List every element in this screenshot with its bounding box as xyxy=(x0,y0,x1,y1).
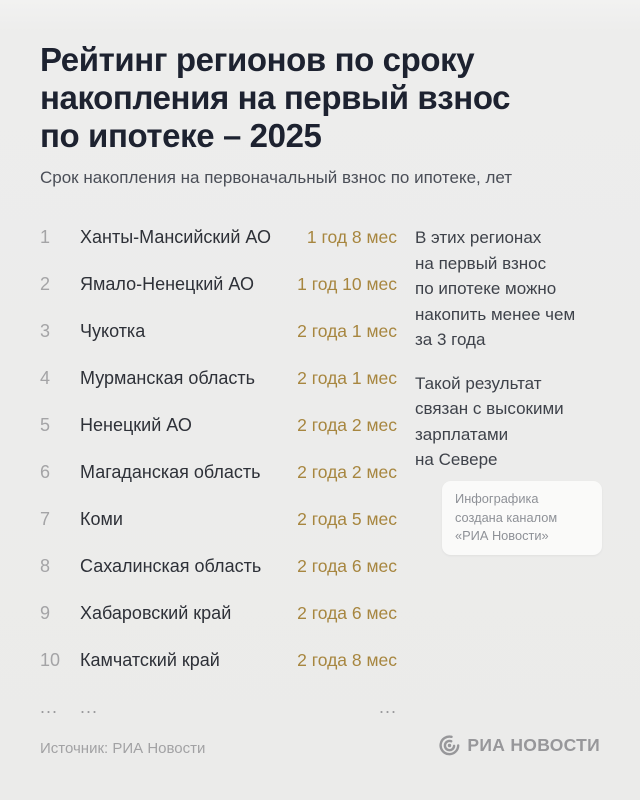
rank-cell: 3 xyxy=(40,321,51,341)
term-cell: 2 года 6 мес xyxy=(297,603,397,623)
rank-cell: 2 xyxy=(40,274,51,294)
annotation-line: накопить менее чем xyxy=(415,304,576,324)
annotation-line: на первый взнос xyxy=(415,253,547,273)
rank-cell: 10 xyxy=(40,650,61,670)
annotation-line: В этих регионах xyxy=(415,228,542,247)
page-title-line: Рейтинг регионов по сроку xyxy=(40,41,475,78)
source-note: Источник: РИА Новости xyxy=(40,740,206,757)
annotation-line: за 3 года xyxy=(415,330,486,349)
region-cell: Коми xyxy=(80,509,123,529)
ria-globe-icon xyxy=(439,735,460,756)
term-cell: 2 года 1 мес xyxy=(297,321,397,341)
page-title xyxy=(40,41,602,155)
annotation-paragraph-1 xyxy=(415,225,630,353)
annotation-line: Такой результат xyxy=(415,373,542,393)
table-row-ellipsis xyxy=(40,695,397,742)
table-row xyxy=(40,272,397,319)
term-cell: 2 года 6 мес xyxy=(297,556,397,576)
region-cell: Сахалинская область xyxy=(80,556,262,576)
term-cell: 1 год 10 мес xyxy=(297,274,397,294)
table-row xyxy=(40,648,397,695)
page-subtitle: Срок накопления на первоначальный взнос по ипотеке, лет xyxy=(40,168,513,187)
rank-cell: 9 xyxy=(40,603,51,623)
region-cell: Чукотка xyxy=(80,321,146,341)
header xyxy=(40,41,602,187)
rank-cell: 7 xyxy=(40,509,51,529)
region-cell: Камчатский край xyxy=(80,650,220,670)
annotation-line: на Севере xyxy=(415,450,498,469)
term-cell: 2 года 8 мес xyxy=(297,650,397,670)
ria-logo xyxy=(439,735,600,756)
region-cell: ... xyxy=(80,697,99,717)
rank-cell: 6 xyxy=(40,462,51,482)
table-row xyxy=(40,601,397,648)
annotation-line: зарплатами xyxy=(415,424,509,444)
term-cell: ... xyxy=(378,697,397,717)
rank-cell: 4 xyxy=(40,368,51,388)
ranking-table xyxy=(40,225,397,742)
annotation-panel xyxy=(415,225,630,473)
term-cell: 2 года 2 мес xyxy=(297,415,397,435)
table-row xyxy=(40,507,397,554)
annotation-line: связан с высокими xyxy=(415,399,564,418)
term-cell: 2 года 2 мес xyxy=(297,462,397,482)
region-cell: Хабаровский край xyxy=(80,603,232,623)
annotation-paragraph-2 xyxy=(415,371,630,473)
page-title-line: по ипотеке – 2025 xyxy=(40,117,322,154)
table-row xyxy=(40,225,397,272)
callout-badge: Инфографика создана каналом «РИА Новости» xyxy=(442,481,602,555)
region-cell: Магаданская область xyxy=(80,462,261,482)
annotation-line: по ипотеке можно xyxy=(415,279,557,298)
term-cell: 1 год 8 мес xyxy=(306,227,397,247)
table-row xyxy=(40,366,397,413)
term-cell: 2 года 5 мес xyxy=(297,509,397,529)
region-cell: Мурманская область xyxy=(80,368,256,388)
table-row xyxy=(40,554,397,601)
rank-cell: ... xyxy=(40,697,59,717)
table-row xyxy=(40,319,397,366)
table-row xyxy=(40,460,397,507)
region-cell: Ханты-Мансийский АО xyxy=(80,227,271,247)
rank-cell: 5 xyxy=(40,415,51,435)
page-title-line: накопления на первый взнос xyxy=(40,79,511,116)
region-cell: Ненецкий АО xyxy=(80,415,192,435)
ria-logo-text: РИА НОВОСТИ xyxy=(467,735,600,755)
rank-cell: 8 xyxy=(40,556,51,576)
rank-cell: 1 xyxy=(40,227,51,247)
table-row xyxy=(40,413,397,460)
region-cell: Ямало-Ненецкий АО xyxy=(80,274,254,294)
term-cell: 2 года 1 мес xyxy=(297,368,397,388)
